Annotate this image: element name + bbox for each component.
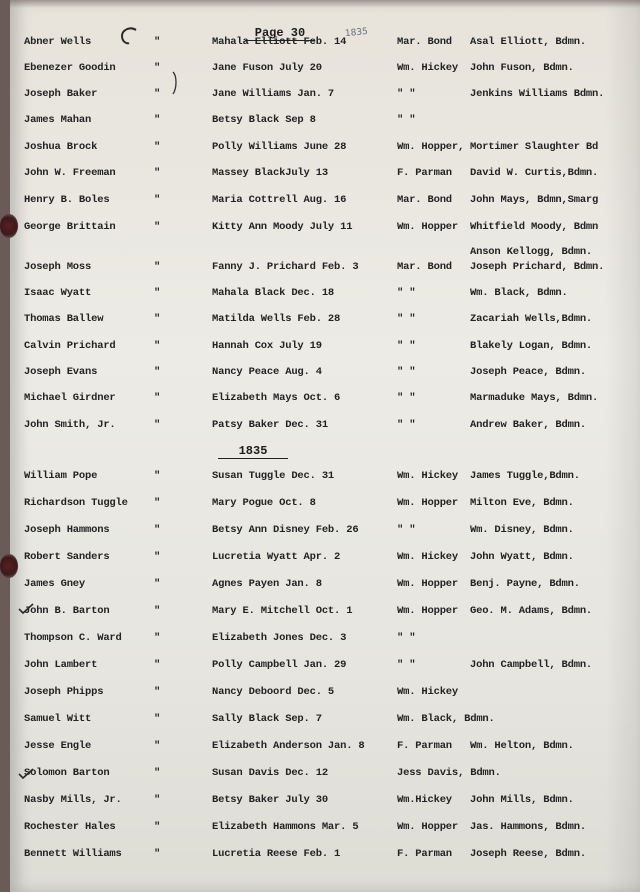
page-title: Page 30 xyxy=(245,26,315,41)
officer: " " xyxy=(397,88,416,100)
ditto-mark: " xyxy=(153,470,161,482)
officer: Wm. Hickey xyxy=(397,62,459,74)
bondsman: Wm. Black, Bdmn. xyxy=(470,287,568,299)
bride-and-date: Betsy Ann Disney Feb. 26 xyxy=(212,524,359,536)
bride-and-date: Lucretia Reese Feb. 1 xyxy=(212,848,341,860)
bondsman: Zacariah Wells,Bdmn. xyxy=(470,313,593,325)
bondsman: Joseph Peace, Bdmn. xyxy=(470,366,586,378)
bondsman: Blakely Logan, Bdmn. xyxy=(470,340,593,352)
table-row xyxy=(0,524,640,542)
ditto-mark: " xyxy=(153,392,161,404)
ditto-mark: " xyxy=(153,194,161,206)
bondsman: Andrew Baker, Bdmn. xyxy=(470,419,586,431)
bondsman: David W. Curtis,Bdmn. xyxy=(470,167,599,179)
groom-name: Thomas Ballew xyxy=(24,313,104,325)
ditto-mark: " xyxy=(153,287,161,299)
table-row xyxy=(0,821,640,839)
table-row xyxy=(0,848,640,866)
officer: Wm. Hopper xyxy=(397,497,459,509)
bondsman: John Mays, Bdmn,Smarg xyxy=(470,194,599,206)
bride-and-date: Jane Fuson July 20 xyxy=(212,62,322,74)
bride-and-date: Betsy Black Sep 8 xyxy=(212,114,316,126)
groom-name: Abner Wells xyxy=(24,36,92,48)
ditto-mark: " xyxy=(153,551,161,563)
bride-and-date: Kitty Ann Moody July 11 xyxy=(212,221,353,233)
groom-name: Henry B. Boles xyxy=(24,194,110,206)
officer: Wm.Hickey xyxy=(397,794,452,806)
ditto-mark: " xyxy=(153,36,161,48)
bride-and-date: Lucretia Wyatt Apr. 2 xyxy=(212,551,341,563)
ditto-mark: " xyxy=(153,686,161,698)
officer: F. Parman xyxy=(397,167,452,179)
officer: " " xyxy=(397,287,416,299)
officer: Wm. Hickey xyxy=(397,551,459,563)
bondsman: Marmaduke Mays, Bdmn. xyxy=(470,392,599,404)
groom-name: Thompson C. Ward xyxy=(24,632,122,644)
groom-name: Nasby Mills, Jr. xyxy=(24,794,122,806)
bride-and-date: Polly Williams June 28 xyxy=(212,141,347,153)
officer: " " xyxy=(397,313,416,325)
handwritten-note: 1835 xyxy=(344,26,369,40)
bride-and-date: Matilda Wells Feb. 28 xyxy=(212,313,341,325)
table-row xyxy=(0,713,640,731)
ditto-mark: " xyxy=(153,740,161,752)
bondsman: John Fuson, Bdmn. xyxy=(470,62,574,74)
bride-and-date: Elizabeth Mays Oct. 6 xyxy=(212,392,341,404)
officer: " " xyxy=(397,419,416,431)
groom-name: James Mahan xyxy=(24,114,92,126)
punch-hole-icon xyxy=(0,554,18,578)
officer: " " xyxy=(397,114,416,126)
ditto-mark: " xyxy=(153,141,161,153)
table-row xyxy=(0,767,640,785)
officer: " " xyxy=(397,659,416,671)
checkmark-icon xyxy=(18,603,34,615)
table-row xyxy=(0,794,640,812)
groom-name: Ebenezer Goodin xyxy=(24,62,116,74)
bride-and-date: Betsy Baker July 30 xyxy=(212,794,328,806)
officer: " " xyxy=(397,392,416,404)
ditto-mark: " xyxy=(153,221,161,233)
ditto-mark: " xyxy=(153,794,161,806)
bride-and-date: Nancy Peace Aug. 4 xyxy=(212,366,322,378)
table-row xyxy=(0,551,640,569)
officer: " " xyxy=(397,524,416,536)
bride-and-date: Mary E. Mitchell Oct. 1 xyxy=(212,605,353,617)
groom-name: Calvin Prichard xyxy=(24,340,116,352)
ditto-mark: " xyxy=(153,62,161,74)
groom-name: Joshua Brock xyxy=(24,141,98,153)
bondsman: Asal Elliott, Bdmn. xyxy=(470,36,586,48)
bride-and-date: Hannah Cox July 19 xyxy=(212,340,322,352)
ditto-mark: " xyxy=(153,713,161,725)
ditto-mark: " xyxy=(153,261,161,273)
bride-and-date: Elizabeth Anderson Jan. 8 xyxy=(212,740,365,752)
groom-name: Solomon Barton xyxy=(24,767,110,779)
bondsman: Whitfield Moody, Bdmn xyxy=(470,221,599,233)
table-row xyxy=(0,470,640,488)
bride-and-date: Fanny J. Prichard Feb. 3 xyxy=(212,261,359,273)
bride-and-date: Susan Tuggle Dec. 31 xyxy=(212,470,335,482)
officer: Wm. Hickey xyxy=(397,470,459,482)
bride-and-date: Susan Davis Dec. 12 xyxy=(212,767,328,779)
officer: Wm. Hickey xyxy=(397,686,459,698)
groom-name: Joseph Hammons xyxy=(24,524,110,536)
table-row xyxy=(0,632,640,650)
groom-name: Richardson Tuggle xyxy=(24,497,128,509)
groom-name: John W. Freeman xyxy=(24,167,116,179)
bondsman: Anson Kellogg, Bdmn. xyxy=(470,246,593,258)
officer: F. Parman xyxy=(397,848,452,860)
bride-and-date: Nancy Deboord Dec. 5 xyxy=(212,686,335,698)
bondsman: James Tuggle,Bdmn. xyxy=(470,470,580,482)
bondsman: Wm. Helton, Bdmn. xyxy=(470,740,574,752)
bride-and-date: Mahala Elliott Feb. 14 xyxy=(212,36,347,48)
officer: Wm. Hopper xyxy=(397,221,459,233)
table-row xyxy=(0,659,640,677)
bride-and-date: Sally Black Sep. 7 xyxy=(212,713,322,725)
ditto-mark: " xyxy=(153,821,161,833)
groom-name: Rochester Hales xyxy=(24,821,116,833)
officer: Wm. Black, Bdmn. xyxy=(397,713,495,725)
bondsman: Milton Eve, Bdmn. xyxy=(470,497,574,509)
checkmark-icon xyxy=(18,768,34,780)
officer: Jess Davis, Bdmn. xyxy=(397,767,501,779)
officer: Wm. Hopper xyxy=(397,578,459,590)
bride-and-date: Maria Cottrell Aug. 16 xyxy=(212,194,347,206)
bride-and-date: Jane Williams Jan. 7 xyxy=(212,88,335,100)
bondsman: John Wyatt, Bdmn. xyxy=(470,551,574,563)
table-row xyxy=(0,740,640,758)
groom-name: Isaac Wyatt xyxy=(24,287,92,299)
bride-and-date: Elizabeth Jones Dec. 3 xyxy=(212,632,347,644)
table-row xyxy=(0,497,640,515)
groom-name: Joseph Baker xyxy=(24,88,98,100)
table-row xyxy=(0,605,640,623)
table-row xyxy=(0,686,640,704)
ditto-mark: " xyxy=(153,767,161,779)
bride-and-date: Mahala Black Dec. 18 xyxy=(212,287,335,299)
bondsman: Jas. Hammons, Bdmn. xyxy=(470,821,586,833)
ditto-mark: " xyxy=(153,848,161,860)
officer: Wm. Hopper xyxy=(397,605,459,617)
ditto-mark: " xyxy=(153,605,161,617)
officer: " " xyxy=(397,632,416,644)
groom-name: Jesse Engle xyxy=(24,740,92,752)
ditto-mark: " xyxy=(153,659,161,671)
ditto-mark: " xyxy=(153,340,161,352)
ditto-mark: " xyxy=(153,114,161,126)
bondsman: Benj. Payne, Bdmn. xyxy=(470,578,580,590)
ditto-mark: " xyxy=(153,632,161,644)
punch-hole-icon xyxy=(0,214,18,238)
bondsman: Jenkins Williams Bdmn. xyxy=(470,88,605,100)
groom-name: James Gney xyxy=(24,578,86,590)
officer: Mar. Bond xyxy=(397,194,452,206)
groom-name: Michael Girdner xyxy=(24,392,116,404)
ditto-mark: " xyxy=(153,313,161,325)
groom-name: Robert Sanders xyxy=(24,551,110,563)
officer: " " xyxy=(397,366,416,378)
officer: Mar. Bond xyxy=(397,36,452,48)
officer: Mar. Bond xyxy=(397,261,452,273)
bride-and-date: Polly Campbell Jan. 29 xyxy=(212,659,347,671)
bride-and-date: Mary Pogue Oct. 8 xyxy=(212,497,316,509)
bride-and-date: Massey BlackJuly 13 xyxy=(212,167,328,179)
bride-and-date: Elizabeth Hammons Mar. 5 xyxy=(212,821,359,833)
groom-name: Joseph Moss xyxy=(24,261,92,273)
ditto-mark: " xyxy=(153,578,161,590)
groom-name: Bennett Williams xyxy=(24,848,122,860)
groom-name: Joseph Phipps xyxy=(24,686,104,698)
officer: Wm. Hopper xyxy=(397,821,459,833)
ditto-mark: " xyxy=(153,419,161,431)
bride-and-date: Patsy Baker Dec. 31 xyxy=(212,419,328,431)
bondsman: John Campbell, Bdmn. xyxy=(470,659,593,671)
groom-name: William Pope xyxy=(24,470,98,482)
officer: " " xyxy=(397,340,416,352)
ditto-mark: " xyxy=(153,88,161,100)
ditto-mark: " xyxy=(153,167,161,179)
ditto-mark: " xyxy=(153,524,161,536)
groom-name: John B. Barton xyxy=(24,605,110,617)
groom-name: Joseph Evans xyxy=(24,366,98,378)
groom-name: John Lambert xyxy=(24,659,98,671)
groom-name: Samuel Witt xyxy=(24,713,92,725)
bondsman: Wm. Disney, Bdmn. xyxy=(470,524,574,536)
year-heading-1835: 1835 xyxy=(218,444,288,459)
ditto-mark: " xyxy=(153,497,161,509)
ditto-mark: " xyxy=(153,366,161,378)
bride-and-date: Agnes Payen Jan. 8 xyxy=(212,578,322,590)
groom-name: John Smith, Jr. xyxy=(24,419,116,431)
groom-name: George Brittain xyxy=(24,221,116,233)
bondsman: Joseph Prichard, Bdmn. xyxy=(470,261,605,273)
table-row xyxy=(0,578,640,596)
bondsman: Geo. M. Adams, Bdmn. xyxy=(470,605,593,617)
bondsman: John Mills, Bdmn. xyxy=(470,794,574,806)
officer: F. Parman xyxy=(397,740,452,752)
officer: Wm. Hopper, xyxy=(397,141,465,153)
bondsman: Joseph Reese, Bdmn. xyxy=(470,848,586,860)
bondsman: Mortimer Slaughter Bd xyxy=(470,141,599,153)
